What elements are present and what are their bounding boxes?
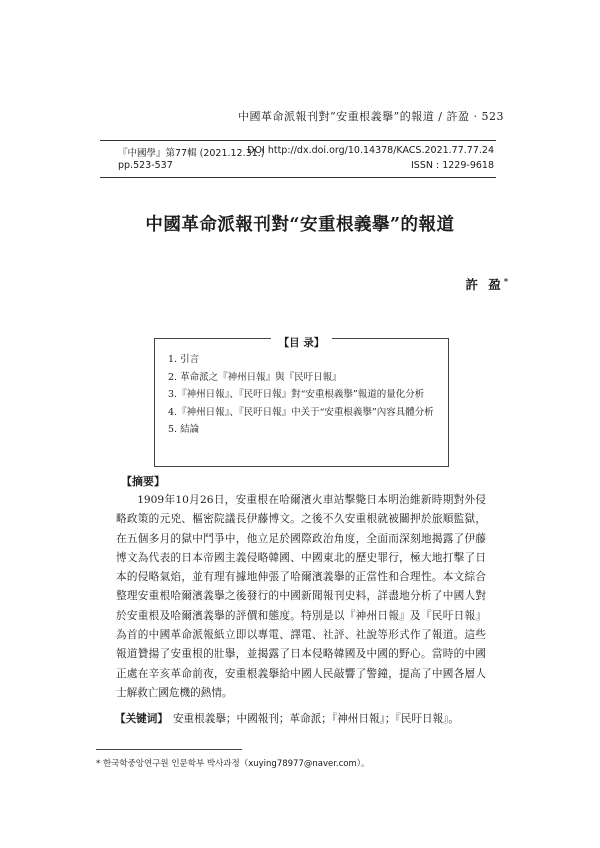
keywords: [115, 711, 459, 726]
table-of-contents: [154, 338, 449, 467]
publication-info: [100, 140, 496, 178]
keywords-label: 【关键词】: [115, 713, 168, 725]
footnote-divider: [96, 749, 242, 750]
author-footnote-mark: *: [503, 275, 508, 286]
running-header: 中國革命派報刊對“安重根義擧”的報道 / 許盈 · 523: [238, 110, 504, 123]
journal-issue: 『中國學』第77輯 (2021.12.31.): [118, 148, 265, 159]
toc-item: 5. 結論: [168, 424, 200, 435]
doi-link[interactable]: DOI http://dx.doi.org/10.14378/KACS.2021.77.77.24: [247, 145, 494, 156]
footnote: * 한국학중앙연구원 인문학부 박사과정（xuying78977@naver.com）。: [96, 759, 370, 769]
abstract-body: 1909年10月26日，安重根在哈爾濱火車站擊斃日本明治維新時期對外侵略政策的元兇、樞密院議長伊藤博文。之後不久安重根就被關押於旅順監獄，在五個多月的獄中鬥爭中，他立足於國際政治角度，全面而深刻地揭露了伊藤博文為代表的日本帝國主義侵略韓國、中國東北的歷史罪行，極大地打擊了日本的侵略氣焰，並有理有據地伸張了哈爾濱義擧的正當性和合理性。本文綜合整理安重根哈爾濱義擧之後發行的中國新聞報刊史料，詳盡地分析了中國人對於安重根及哈爾濱義擧的評價和態度。特別是以『神州日報』及『民吁日報』為首的中國革命派報紙立即以專電、譯電、社評、社說等形式作了報道。這些報道贊揚了安重根的壯擧，並揭露了日本侵略韓國及中國的野心。當時的中國正處在辛亥革命前夜，安重根義擧給中國人民敲響了警鐘，提高了中國各層人士解救亡國危機的熱情。: [116, 494, 486, 699]
toc-item: 4.『神州日報』、『民吁日報』中关于“安重根義擧”內容具體分析: [168, 406, 434, 418]
paper-title: 中國革命派報刊對“安重根義擧”的報道: [145, 215, 455, 235]
toc-heading: 【目 录】: [271, 337, 333, 349]
abstract-heading: 【摘要】: [121, 475, 165, 488]
toc-item: 2. 革命派之『神州日報』與『民吁日報』: [168, 371, 342, 383]
author: [465, 275, 508, 293]
page-range: pp.523-537: [118, 160, 173, 171]
toc-item: 1. 引言: [168, 354, 200, 365]
keywords-text: 安重根義擧；中國報刊；革命派；『神州日報』；『民吁日報』。: [172, 713, 459, 725]
issn: ISSN : 1229-9618: [411, 160, 494, 171]
author-name: 許 盈: [465, 277, 504, 292]
toc-item: 3.『神州日報』、『民吁日報』對“安重根義擧”報道的量化分析: [168, 389, 425, 400]
